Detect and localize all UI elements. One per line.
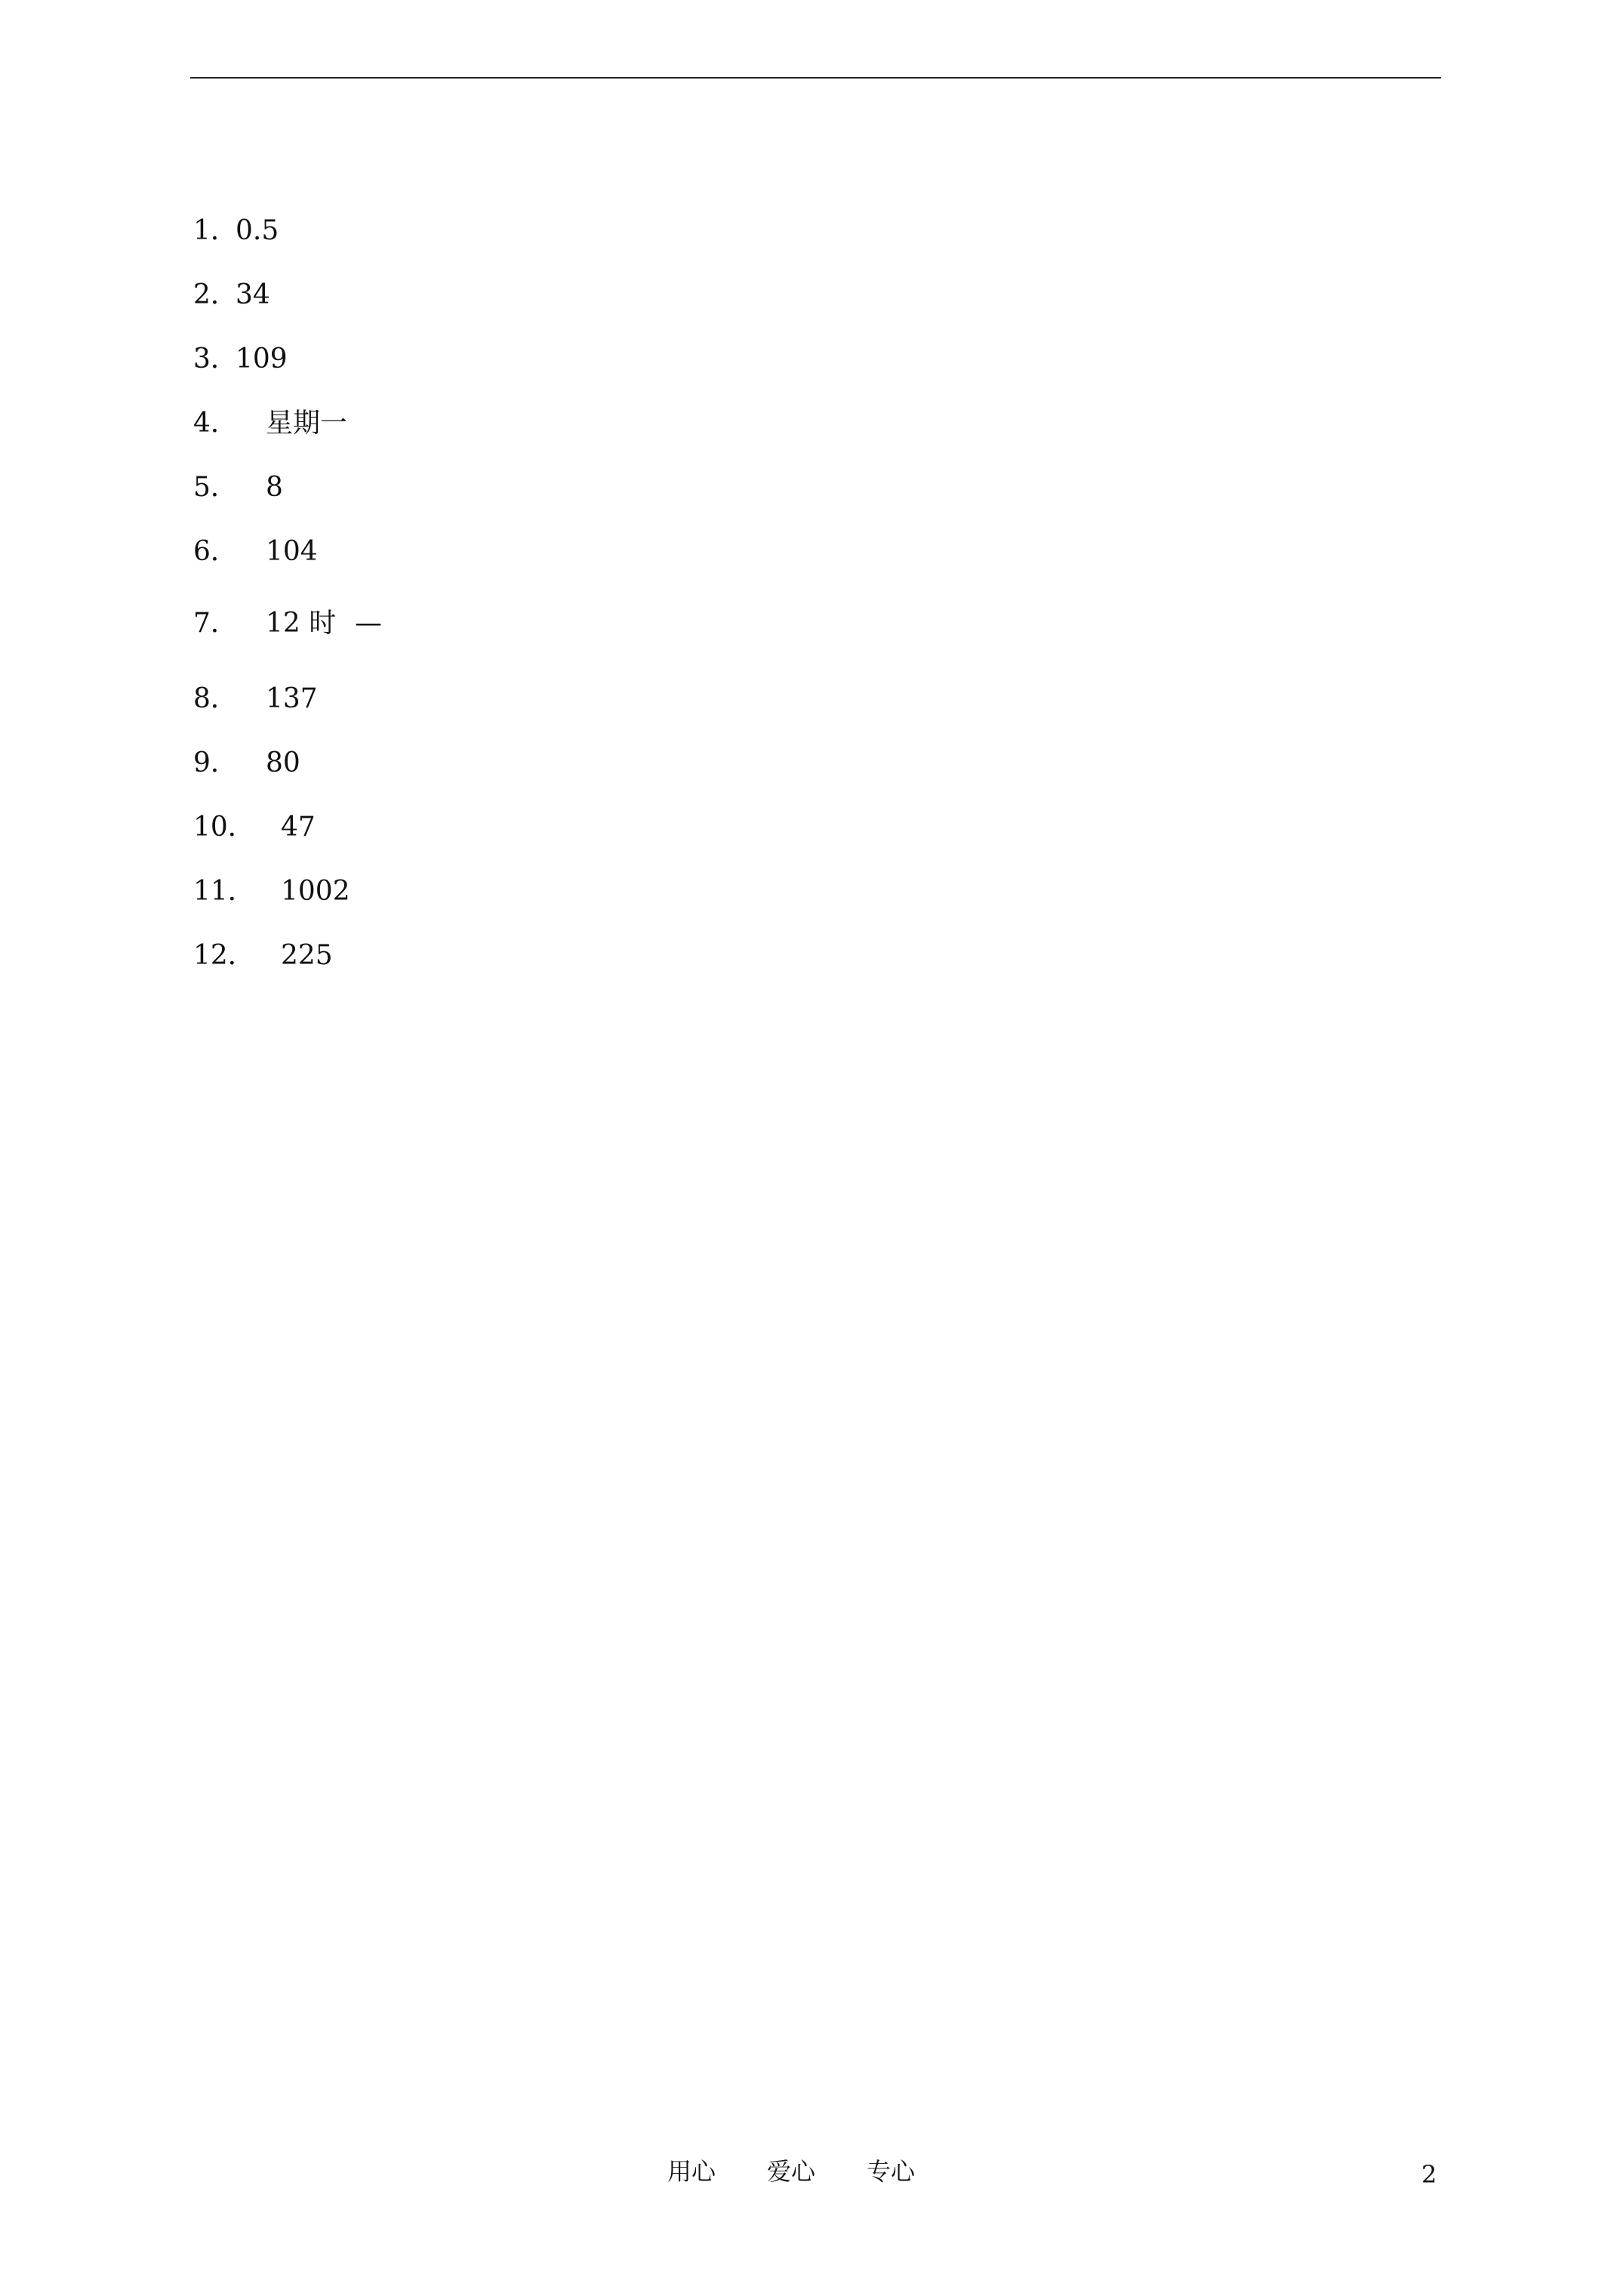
answer-dash: — [355,608,382,639]
answer-text: 137 [266,683,318,714]
answer-text: 225 [281,940,333,971]
answer-number: 3． [193,344,238,374]
answer-text: 47 [281,812,316,843]
footer-motto-1: 用心 [667,2157,716,2186]
answer-text: 109 [236,344,288,374]
page-number: 2 [1421,2160,1437,2189]
answer-number: 4． [193,408,238,439]
answer-number: 5． [193,472,238,503]
answer-number: 1． [193,215,238,246]
answer-text: 104 [266,536,318,567]
answer-number: 12． [193,940,255,971]
answer-number: 7． [193,608,238,639]
answer-text: 1002 [281,876,350,907]
answer-number: 9． [193,747,238,778]
answer-text: 34 [236,279,270,310]
answer-number: 10． [193,812,255,843]
answer-text: 0.5 [236,215,279,246]
answer-text: 星期一 [266,408,348,439]
answer-text: 8 [266,472,283,503]
answer-number: 11． [193,876,255,907]
answer-number: 8． [193,683,238,714]
answer-number: 6． [193,536,238,567]
footer-motto-3: 专心 [867,2157,916,2186]
answer-text: 80 [266,747,300,778]
answer-text: 12 时 [266,608,337,639]
answer-number: 2． [193,279,238,310]
footer-motto-2: 爱心 [767,2157,816,2186]
